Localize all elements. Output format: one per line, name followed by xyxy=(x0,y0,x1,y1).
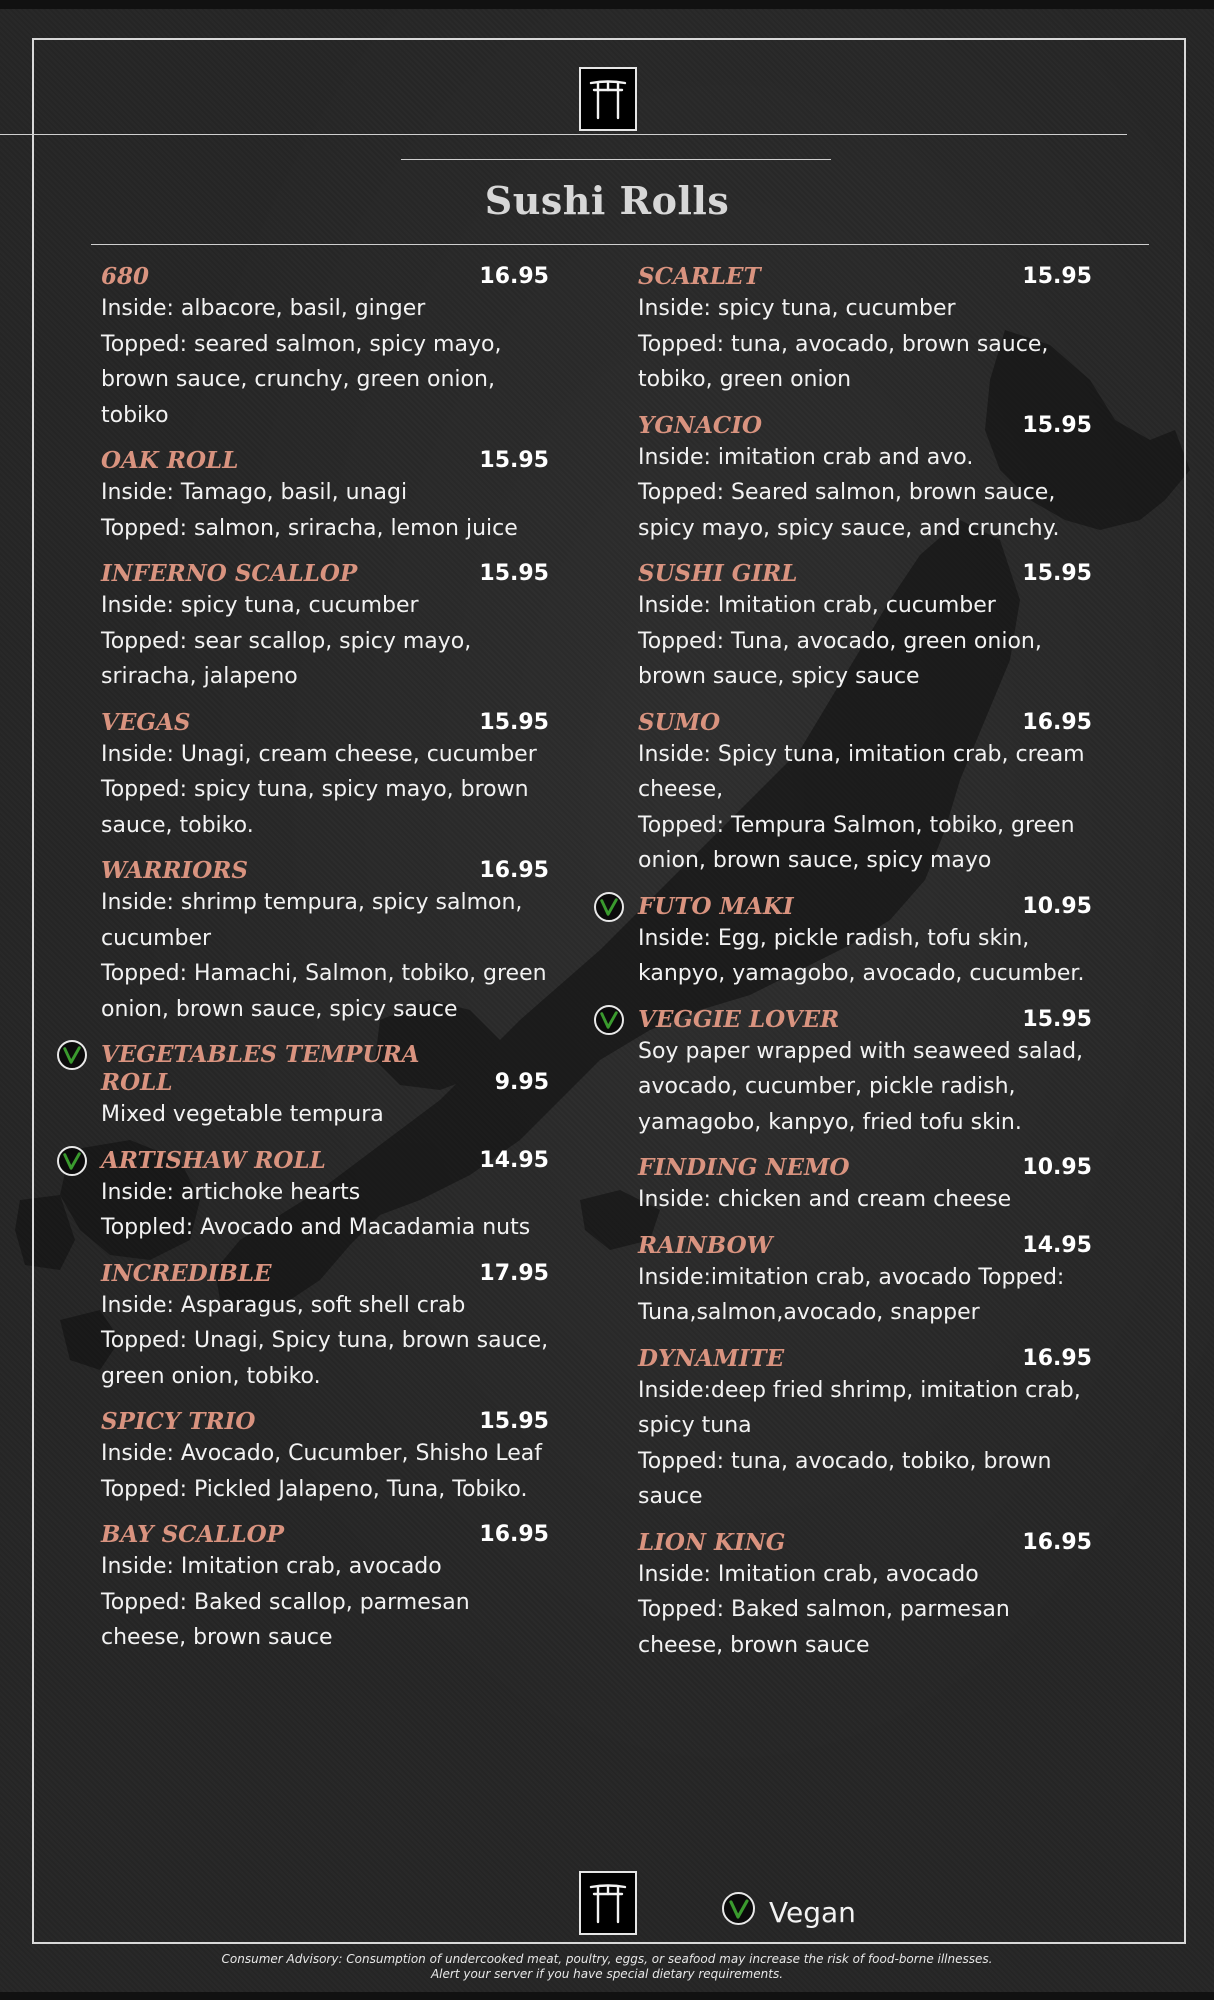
menu-item-description: Inside: Spicy tuna, imitation crab, cream cheese, xyxy=(638,741,1085,802)
menu-item-header xyxy=(638,1006,1092,1034)
menu-item-description: Inside: Asparagus, soft shell crab xyxy=(101,1292,466,1318)
menu-item xyxy=(638,412,1092,547)
menu-item-price: 16.95 xyxy=(479,264,549,289)
menu-item-price: 16.95 xyxy=(1022,1345,1092,1371)
menu-item-description: Inside: spicy tuna, cucumber xyxy=(638,296,956,321)
menu-item xyxy=(101,857,549,1027)
menu-item-description: Topped: sear scallop, spicy mayo, sriracha, jalapeno xyxy=(101,628,472,689)
menu-item xyxy=(638,1232,1092,1331)
menu-item xyxy=(101,1521,549,1656)
menu-item xyxy=(101,1147,549,1246)
menu-item xyxy=(101,263,549,433)
vegan-legend xyxy=(722,1888,856,1929)
menu-item-header xyxy=(101,1521,549,1549)
menu-item-description: Inside: imitation crab and avo. xyxy=(638,444,974,470)
menu-item-description: Inside: chicken and cream cheese xyxy=(638,1187,1012,1212)
vegan-leaf-icon xyxy=(722,1892,755,1925)
menu-item-name: INFERNO SCALLOP xyxy=(101,560,358,587)
menu-item xyxy=(101,560,549,695)
consumer-advisory xyxy=(0,1952,1214,1982)
menu-item-description: Inside: artichoke hearts xyxy=(101,1179,361,1205)
menu-item-name: VEGGIE LOVER xyxy=(638,1005,840,1033)
menu-item-description: Topped: seared salmon, spicy mayo, brown sauce, crunchy, green onion, tobiko xyxy=(101,331,502,428)
menu-item-name: SCARLET xyxy=(638,263,761,290)
vegan-legend-label: Vegan xyxy=(769,1896,856,1929)
menu-item-description: Topped: Seared salmon, brown sauce, spicy mayo, spicy sauce, and crunchy. xyxy=(638,480,1060,541)
menu-item-description: Inside: Tamago, basil, unagi xyxy=(101,480,408,505)
vegan-leaf-icon xyxy=(594,892,624,922)
menu-item-price: 17.95 xyxy=(479,1260,549,1286)
menu-item-price: 14.95 xyxy=(1022,1232,1092,1258)
menu-item-header xyxy=(101,1408,549,1436)
menu-item-name: YGNACIO xyxy=(638,411,763,439)
menu-item-name: VEGAS xyxy=(101,708,191,736)
menu-item-price: 15.95 xyxy=(479,709,549,735)
menu-item-description: Topped: Baked salmon, parmesan cheese, brown sauce xyxy=(638,1597,1010,1658)
menu-item-price: 16.95 xyxy=(479,858,549,883)
menu-item-header xyxy=(101,1147,549,1175)
menu-item-price: 10.95 xyxy=(1022,1155,1092,1180)
menu-item-header xyxy=(101,447,549,475)
vegan-leaf-icon xyxy=(57,1040,87,1070)
menu-item-price: 16.95 xyxy=(1022,709,1092,735)
menu-item-description: Topped: Baked scallop, parmesan cheese, brown sauce xyxy=(101,1589,470,1650)
menu-item-description: Inside: Imitation crab, avocado xyxy=(101,1554,442,1579)
menu-item-price: 15.95 xyxy=(1022,264,1092,289)
menu-item-price: 15.95 xyxy=(1022,1006,1092,1032)
menu-item xyxy=(101,1408,549,1507)
menu-item-description: Topped: Tuna, avocado, green onion, brown sauce, spicy sauce xyxy=(638,628,1042,689)
menu-item-price: 16.95 xyxy=(1022,1529,1092,1555)
menu-item-header xyxy=(638,1529,1092,1557)
menu-item xyxy=(638,1006,1092,1141)
menu-item-description: Topped: tuna, avocado, tobiko, brown sauce xyxy=(638,1448,1052,1509)
menu-item-name: FINDING NEMO xyxy=(638,1154,850,1181)
advisory-line: Alert your server if you have special dietary requirements. xyxy=(430,1967,784,1981)
menu-item-header xyxy=(638,893,1092,921)
menu-item-price: 14.95 xyxy=(479,1147,549,1173)
menu-item-header xyxy=(638,709,1092,737)
menu-item-description: Topped: salmon, sriracha, lemon juice xyxy=(101,515,518,541)
title-top-rule xyxy=(401,159,831,160)
menu-item xyxy=(101,1041,549,1133)
menu-item-name: SUMO xyxy=(638,708,721,736)
menu-item-description: Inside:deep fried shrimp, imitation crab, spicy tuna xyxy=(638,1377,1081,1438)
menu-item xyxy=(638,1529,1092,1664)
right-menu-column xyxy=(638,263,1092,1677)
menu-item-price: 10.95 xyxy=(1022,893,1092,919)
vegan-leaf-icon xyxy=(57,1146,87,1176)
menu-item-name: LION KING xyxy=(638,1528,786,1556)
menu-item xyxy=(638,1345,1092,1515)
menu-item-header xyxy=(101,857,549,885)
top-divider xyxy=(0,134,1127,135)
menu-item-description: Topped: Pickled Jalapeno, Tuna, Tobiko. xyxy=(101,1476,528,1502)
menu-item-price: 15.95 xyxy=(1022,561,1092,586)
menu-item-name: 680 xyxy=(101,263,150,290)
menu-item xyxy=(638,560,1092,695)
menu-item xyxy=(101,447,549,546)
menu-item-name: FUTO MAKI xyxy=(638,892,794,920)
menu-item-header xyxy=(638,412,1092,440)
title-bottom-rule xyxy=(91,244,1149,245)
menu-item-description: Topped: Tempura Salmon, tobiko, green onion, brown sauce, spicy mayo xyxy=(638,812,1075,873)
menu-item-price: 15.95 xyxy=(479,561,549,586)
menu-item xyxy=(638,709,1092,879)
menu-item xyxy=(638,263,1092,398)
menu-item-description: Inside: Egg, pickle radish, tofu skin, kanpyo, yamagobo, avocado, cucumber. xyxy=(638,925,1085,986)
menu-item-header xyxy=(638,1345,1092,1373)
menu-item-price: 15.95 xyxy=(1022,412,1092,438)
menu-item-name: SPICY TRIO xyxy=(101,1408,256,1435)
menu-item-description: Inside:imitation crab, avocado Topped: Tuna,salmon,avocado, snapper xyxy=(638,1264,1065,1325)
menu-item-header xyxy=(638,1154,1092,1182)
menu-item-name: OAK ROLL xyxy=(101,447,239,474)
menu-item-header xyxy=(638,1232,1092,1260)
page-title: Sushi Rolls xyxy=(484,178,730,223)
menu-item-description: Topped: tuna, avocado, brown sauce, tobiko, green onion xyxy=(638,331,1049,392)
torii-gate-icon xyxy=(579,1871,637,1935)
menu-item-name: ARTISHAW ROLL xyxy=(101,1146,326,1174)
menu-item-description: Topped: spicy tuna, spicy mayo, brown sauce, tobiko. xyxy=(101,777,529,838)
menu-item xyxy=(638,893,1092,992)
menu-item-name: SUSHI GIRL xyxy=(638,560,798,587)
menu-item-description: Topped: Hamachi, Salmon, tobiko, green onion, brown sauce, spicy sauce xyxy=(101,961,547,1022)
menu-item-description: Inside: Avocado, Cucumber, Shisho Leaf xyxy=(101,1441,542,1466)
menu-item-name: VEGETABLES TEMPURA ROLL xyxy=(101,1041,420,1096)
menu-item-name: RAINBOW xyxy=(638,1231,773,1259)
menu-item-description: Inside: Unagi, cream cheese, cucumber xyxy=(101,741,537,767)
menu-item-description: Inside: Imitation crab, avocado xyxy=(638,1561,979,1587)
left-menu-column xyxy=(101,263,549,1670)
menu-item-header xyxy=(101,1260,549,1288)
menu-item-description: Toppled: Avocado and Macadamia nuts xyxy=(101,1215,531,1240)
menu-item-price: 16.95 xyxy=(479,1522,549,1547)
menu-item-name: WARRIORS xyxy=(101,857,248,884)
menu-item-header xyxy=(638,560,1092,588)
menu-item-header xyxy=(638,263,1092,291)
menu-item xyxy=(101,1260,549,1395)
menu-item-description: Inside: albacore, basil, ginger xyxy=(101,296,426,321)
menu-item-description: Topped: Unagi, Spicy tuna, brown sauce, green onion, tobiko. xyxy=(101,1328,549,1389)
menu-item-name: INCREDIBLE xyxy=(101,1259,272,1287)
menu-item-name: DYNAMITE xyxy=(638,1344,785,1372)
menu-item-description: Inside: Imitation crab, cucumber xyxy=(638,593,996,618)
menu-item-price: 15.95 xyxy=(479,448,549,473)
menu-item-name: BAY SCALLOP xyxy=(101,1521,285,1548)
menu-item-header xyxy=(101,709,549,737)
menu-item-header xyxy=(101,560,549,588)
menu-item-description: Soy paper wrapped with seaweed salad, avocado, cucumber, pickle radish, yamagobo, kanpyo, fried tofu skin. xyxy=(638,1038,1084,1135)
menu-item-description: Mixed vegetable tempura xyxy=(101,1102,384,1127)
advisory-line: Consumer Advisory: Consumption of undercooked meat, poultry, eggs, or seafood may increase the risk of food-borne illnesses. xyxy=(221,1952,993,1966)
vegan-leaf-icon xyxy=(594,1005,624,1035)
menu-item xyxy=(101,709,549,844)
menu-item-description: Inside: spicy tuna, cucumber xyxy=(101,593,419,618)
menu-item-description: Inside: shrimp tempura, spicy salmon, cucumber xyxy=(101,890,523,951)
menu-item-header xyxy=(101,263,549,291)
menu-item-price: 9.95 xyxy=(494,1070,549,1095)
menu-item-price: 15.95 xyxy=(479,1409,549,1434)
menu-item-header xyxy=(101,1041,549,1097)
torii-gate-icon xyxy=(579,67,637,131)
menu-item xyxy=(638,1154,1092,1218)
